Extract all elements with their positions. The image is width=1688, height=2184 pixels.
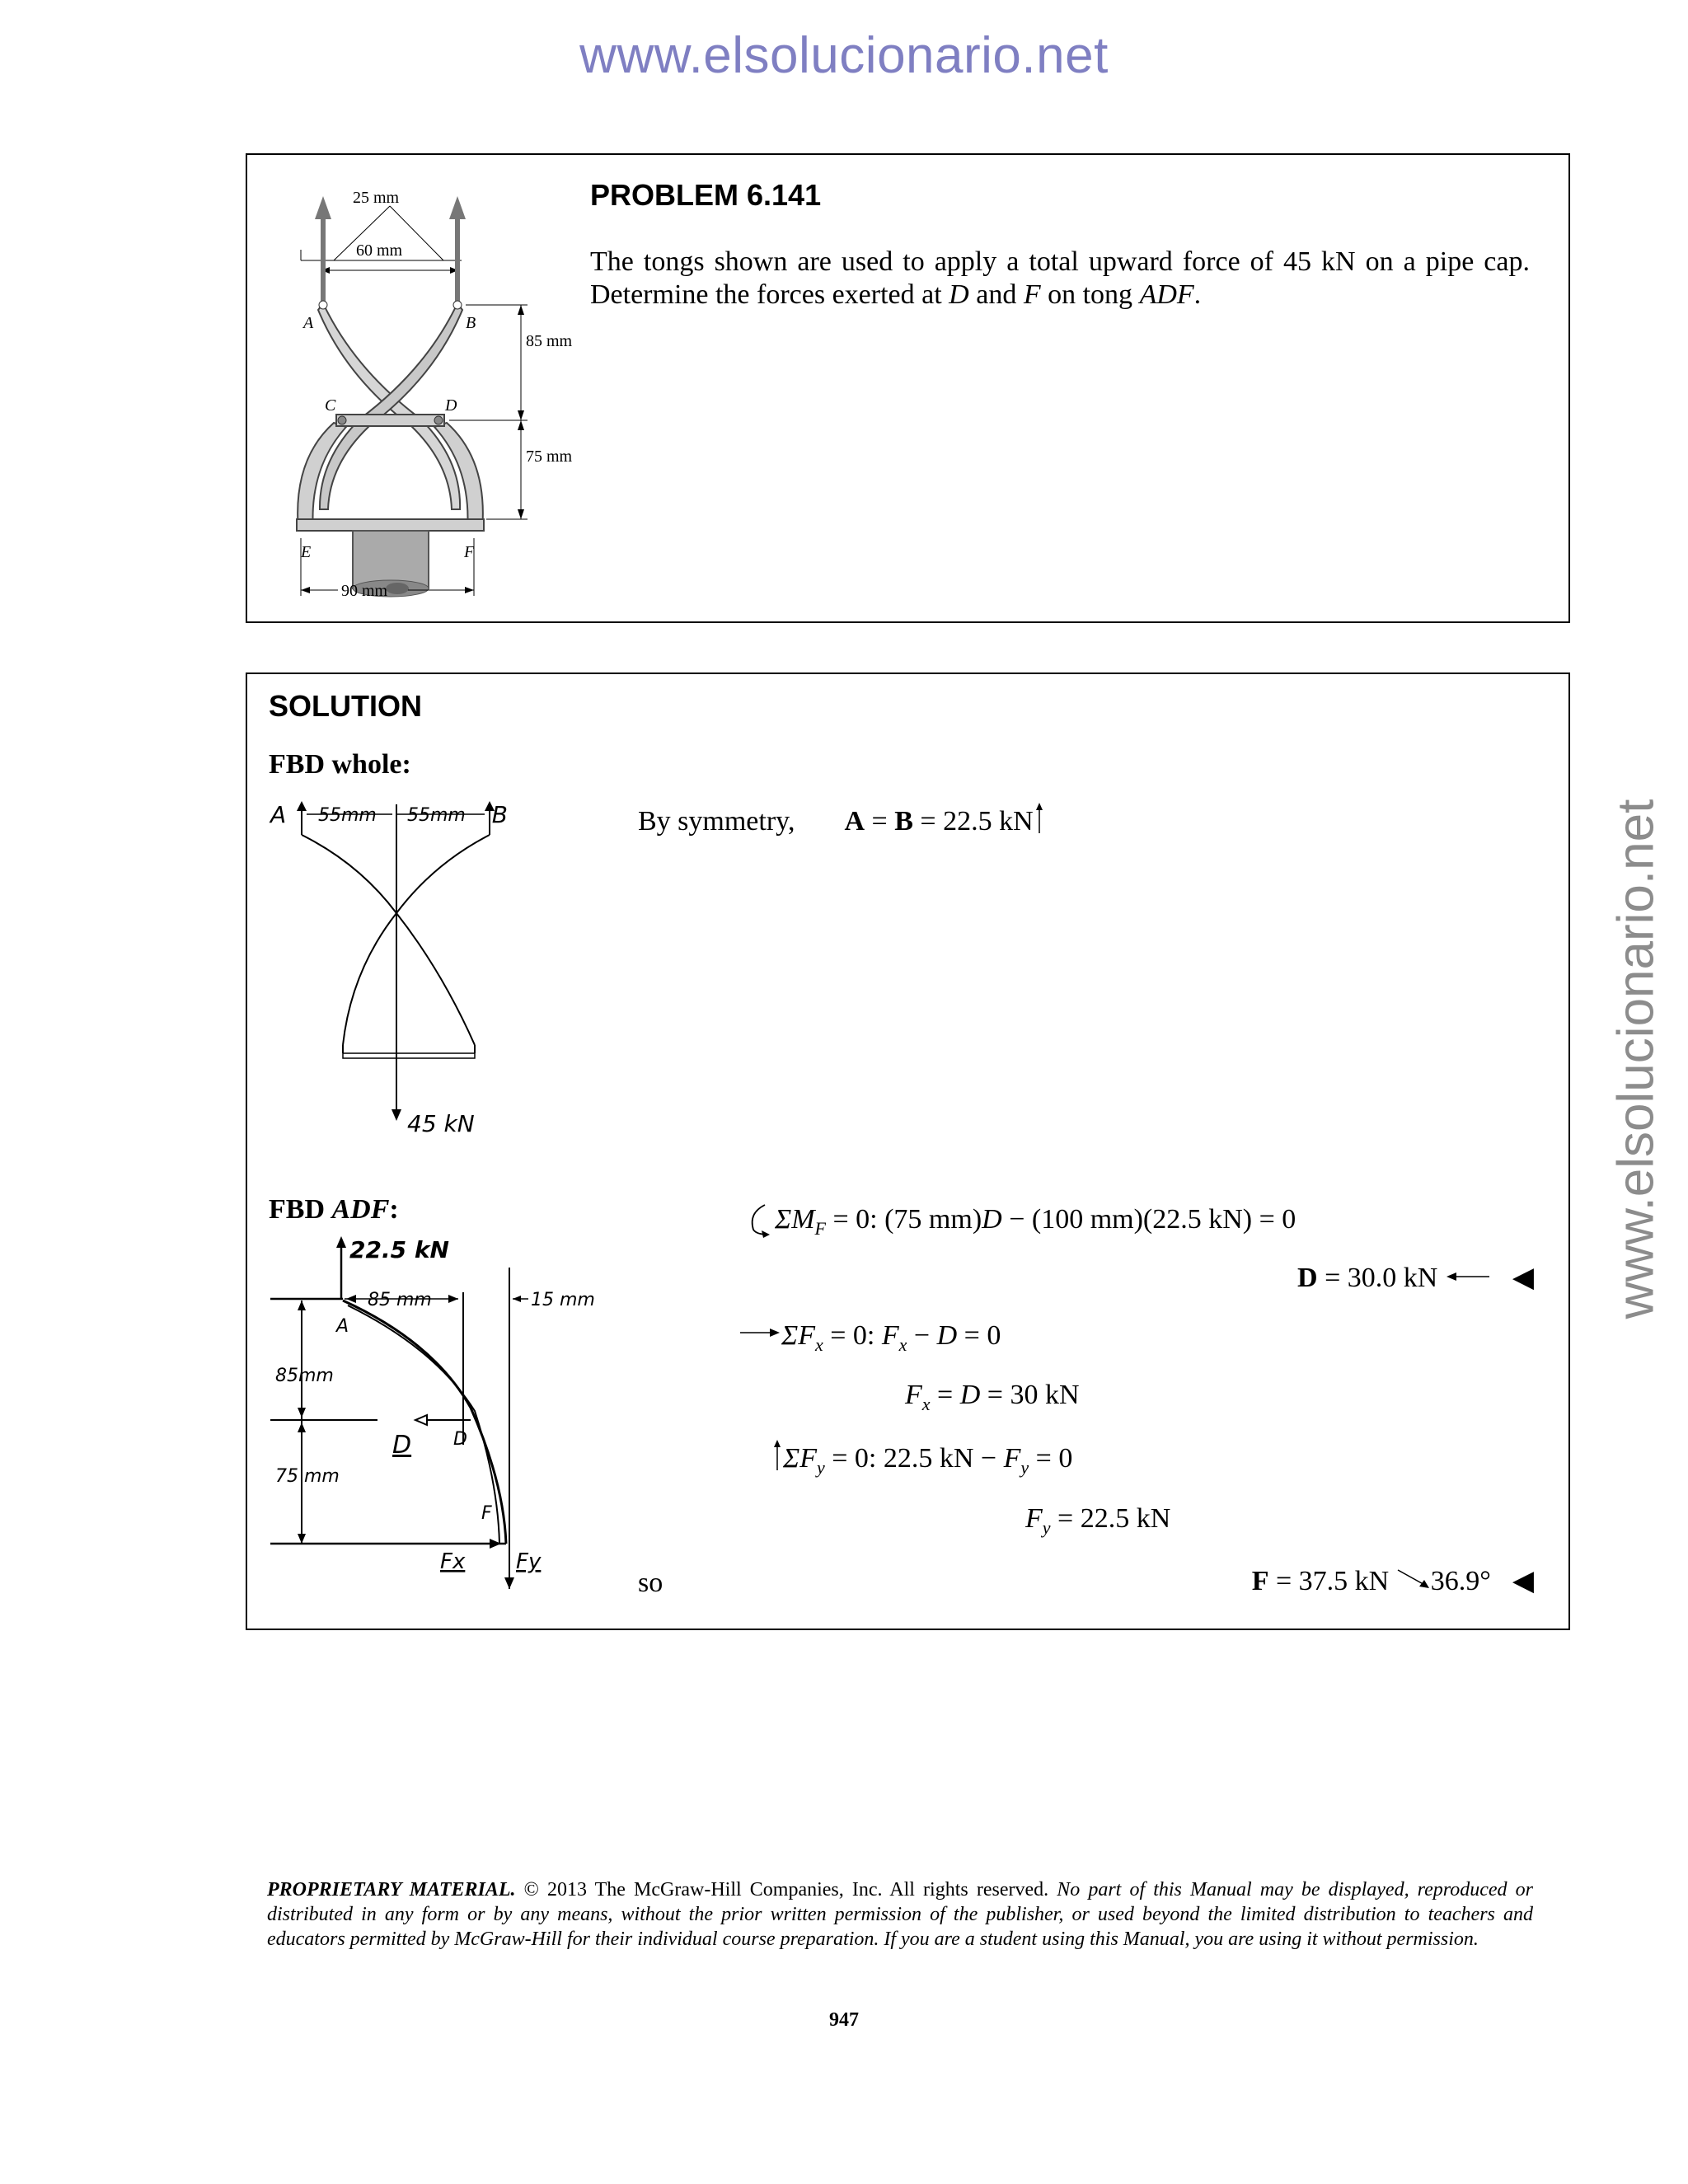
statement-text: The tongs shown are used to apply a total upward force of 45 kN on a pipe cap. Determine the forces exerted at (590, 246, 1530, 310)
statement-D: D (949, 279, 969, 310)
result-F (1252, 1564, 1534, 1597)
fbd-adf-label-text: FBD (269, 1194, 332, 1225)
right-arrow-icon (738, 1324, 781, 1341)
sym-A: A (844, 806, 865, 837)
dim-85: 85 mm (526, 332, 573, 350)
statement-and: and (968, 279, 1024, 310)
eq-fx2-D: D (959, 1380, 981, 1410)
eq-fx-sub: x (814, 1334, 823, 1355)
eq-fy (771, 1439, 1072, 1479)
result-D-symbol: D (1297, 1263, 1318, 1293)
eq-fy-sub2: y (1020, 1457, 1029, 1478)
answer-marker-icon: ◀ (1512, 1263, 1534, 1293)
eq-fx2-rest2: = 30 kN (980, 1380, 1080, 1410)
eq-fy2 (1025, 1503, 1170, 1539)
problem-statement (590, 246, 1530, 312)
eq-fx-sigma: ΣF (781, 1320, 815, 1351)
fbd-whole-A: A (270, 801, 287, 828)
label-F: F (464, 543, 475, 561)
statement-on: on tong (1040, 279, 1140, 310)
fbd-adf-sketch (269, 1235, 631, 1589)
label-D: D (445, 396, 457, 415)
dim-60: 60 mm (356, 241, 403, 260)
eq-fx (738, 1320, 1001, 1356)
footer-normal: © 2013 The McGraw-Hill Companies, Inc. All rights reserved. (515, 1879, 1057, 1900)
eq-fx-rest: = 0: (823, 1320, 882, 1351)
fbd-whole-B: B (491, 801, 508, 828)
eq-moment-sub: F (814, 1218, 826, 1239)
result-F-angle: 36.9° (1430, 1566, 1491, 1596)
watermark-side: www.elsolucionario.net (1607, 799, 1665, 1319)
dim-25: 25 mm (353, 189, 400, 207)
fbd-adf-D: D (453, 1429, 467, 1450)
fbd-adf-D-vec: D (392, 1431, 412, 1460)
fbd-whole-label: FBD whole: (269, 749, 411, 780)
result-D-value: = 30.0 kN (1317, 1263, 1438, 1293)
sym-eq1: = (865, 806, 895, 837)
result-D (1297, 1261, 1534, 1294)
eq-moment-rest2: − (100 mm)(22.5 kN) = 0 (1001, 1204, 1296, 1235)
fbd-adf-label-italic: ADF (331, 1194, 390, 1225)
problem-title: PROBLEM 6.141 (590, 178, 822, 212)
result-F-value: = 37.5 kN (1268, 1566, 1390, 1596)
fbd-adf-A: A (336, 1316, 349, 1337)
fbd-adf-Fy: Fy (516, 1549, 542, 1574)
eq-fx2-F: F (905, 1380, 922, 1410)
so-text: so (638, 1568, 663, 1598)
fbd-adf-force: 22.5 kN (349, 1236, 449, 1263)
tongs-figure (264, 163, 593, 621)
label-C: C (325, 396, 336, 415)
watermark-top: www.elsolucionario.net (579, 27, 1109, 84)
eq-fx2 (905, 1380, 1080, 1415)
eq-fy2-sub: y (1042, 1517, 1051, 1538)
fbd-whole-load: 45 kN (407, 1110, 475, 1137)
fbd-adf-dim-85-top: 85 mm (368, 1290, 432, 1310)
dim-75: 75 mm (526, 448, 573, 466)
eq-fy2-rest: = 22.5 kN (1050, 1503, 1171, 1534)
eq-fx-rest2: − (907, 1320, 937, 1351)
eq-fy-F: F (1003, 1443, 1021, 1474)
up-arrow-icon (1034, 802, 1045, 835)
problem-box (246, 153, 1570, 623)
fbd-adf-dim-85-side: 85mm (275, 1366, 334, 1386)
sym-B: B (894, 806, 913, 837)
symmetry-text: By symmetry, (638, 806, 795, 837)
statement-ADF: ADF (1139, 279, 1194, 310)
left-arrow-icon (1445, 1268, 1491, 1285)
eq-fx-rest3: = 0 (957, 1320, 1001, 1351)
sym-eq2: = 22.5 kN (912, 806, 1034, 837)
eq-moment-sigma: ΣM (775, 1204, 815, 1235)
fbd-adf-dim-15: 15 mm (531, 1290, 595, 1310)
footer-bold: PROPRIETARY MATERIAL. (267, 1879, 516, 1900)
label-B: B (466, 314, 476, 332)
moment-arrow-icon (745, 1202, 775, 1238)
footer-italic: No part of this Manual may be displayed, reproduced or distributed in any form or by any means, without the prior written permission of the publisher, or used beyond the limited distribution to teachers and educators permitted by McGraw-Hill for their individual course preparation. If you are a student using this Manual, you are using it without permission. (267, 1879, 1533, 1950)
eq-fy2-F: F (1025, 1503, 1043, 1534)
eq-moment (745, 1202, 1296, 1240)
eq-fy-sub: y (816, 1457, 825, 1478)
eq-fx-sub2: x (898, 1334, 907, 1355)
eq-moment-D: D (982, 1204, 1002, 1235)
eq-moment-rest: = 0: (75 mm) (825, 1204, 982, 1235)
eq-fx-D: D (936, 1320, 958, 1351)
fbd-adf-dim-75-side: 75 mm (275, 1466, 340, 1487)
eq-fx2-rest: = (930, 1380, 960, 1410)
page-number: 947 (829, 2009, 859, 2031)
statement-F: F (1023, 279, 1041, 310)
fbd-adf-F: F (481, 1503, 492, 1524)
symmetry-line (638, 802, 1045, 837)
fbd-adf-Fx: Fx (440, 1549, 466, 1574)
fbd-whole-dim-right: 55mm (407, 805, 466, 826)
footer-notice (267, 1877, 1533, 1952)
eq-fx-F: F (881, 1320, 899, 1351)
fbd-adf-label (269, 1193, 399, 1226)
angle-arrow-icon (1396, 1567, 1431, 1591)
eq-fx2-sub: x (921, 1394, 931, 1414)
eq-fy-rest: = 0: 22.5 kN − (824, 1443, 1004, 1474)
eq-fy-sigma: ΣF (783, 1443, 817, 1474)
result-F-symbol: F (1251, 1566, 1269, 1596)
solution-heading: SOLUTION (269, 689, 422, 723)
solution-box (246, 673, 1570, 1630)
fbd-whole-dim-left: 55mm (318, 805, 377, 826)
eq-fy-rest2: = 0 (1029, 1443, 1073, 1474)
fbd-whole-sketch (269, 798, 516, 1144)
answer-marker-icon: ◀ (1512, 1566, 1534, 1596)
fbd-adf-label-colon: : (389, 1194, 399, 1225)
dim-90: 90 mm (341, 582, 388, 600)
up-arrow-icon (771, 1439, 783, 1472)
label-A: A (303, 314, 314, 332)
label-E: E (301, 543, 312, 561)
statement-end: . (1193, 279, 1202, 310)
